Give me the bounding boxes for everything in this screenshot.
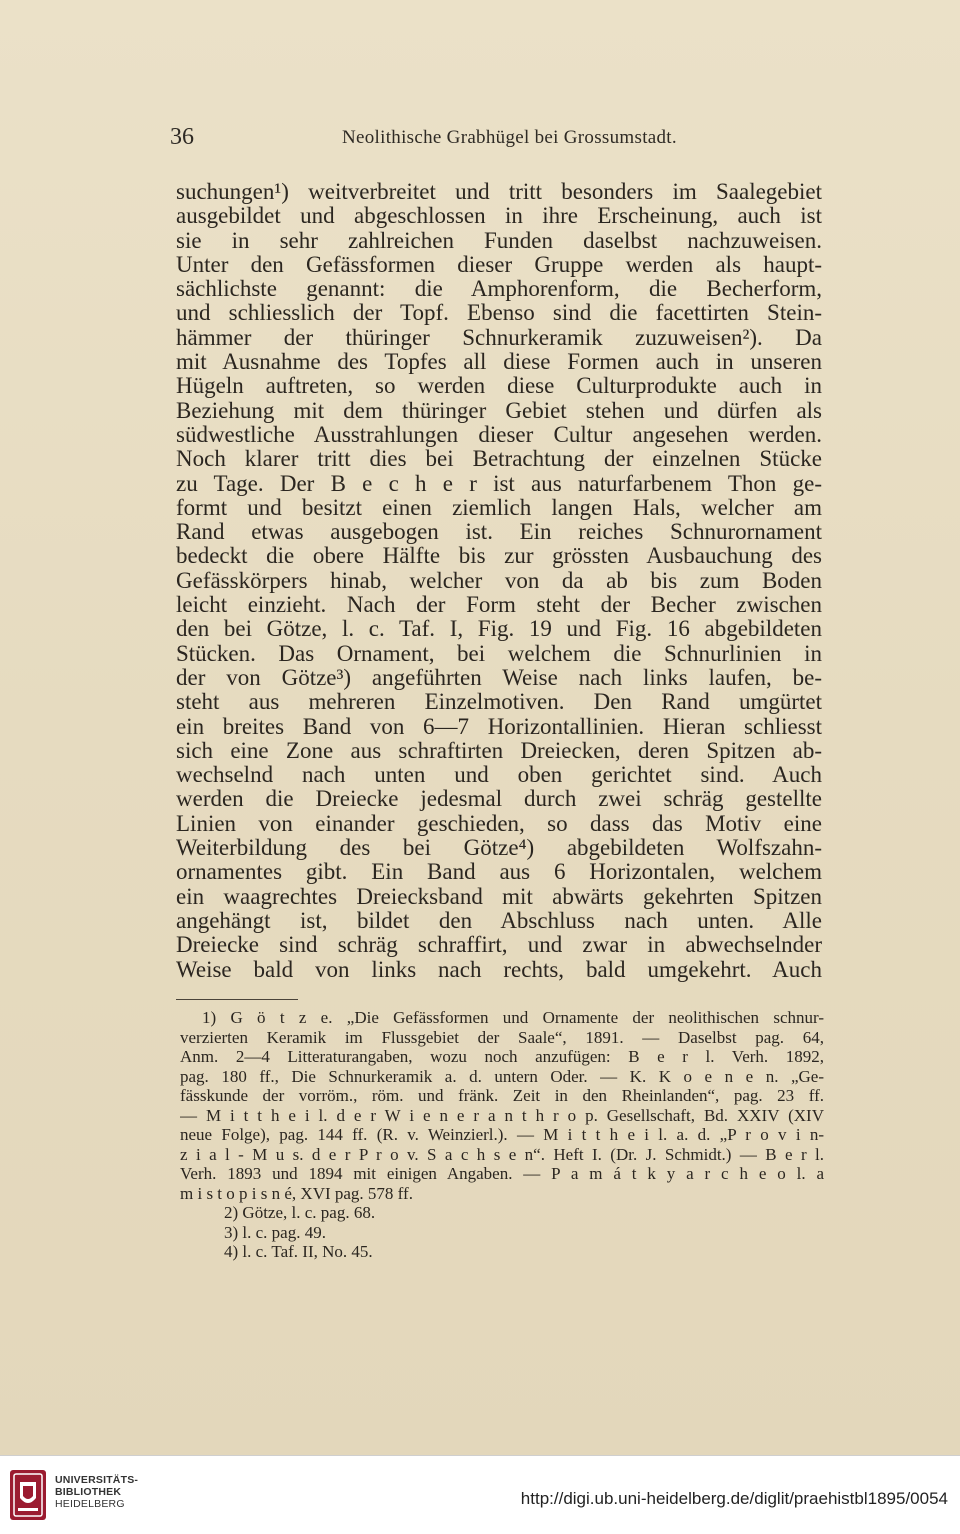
text-line: ornamentes gibt. Ein Band aus 6 Horizontalen, welchem xyxy=(176,860,822,885)
library-name[interactable] xyxy=(55,1474,138,1510)
footnote-line: verzierten Keramik im Flussgebiet der Saale“, 1891. — Daselbst pag. 64, xyxy=(180,1027,824,1047)
text-line: Unter den Gefässformen dieser Gruppe werden als haupt- xyxy=(176,252,822,277)
text-line: den bei Götze, l. c. Taf. I, Fig. 19 und Fig. 16 abgebildeten xyxy=(176,617,822,642)
text-line: angehängt ist, bildet den Abschluss nach unten. Alle xyxy=(176,908,822,933)
text-line: ausgebildet und abgeschlossen in ihre Erscheinung, auch ist xyxy=(176,204,822,229)
permalink-url[interactable]: http://digi.ub.uni-heidelberg.de/diglit/praehistbl1895/0054 xyxy=(520,1489,948,1508)
library-name-line: BIBLIOTHEK xyxy=(55,1486,122,1498)
footnote-line: — M i t t h e i l. d e r W i e n e r a n t h r o p. Gesellschaft, Bd. XXIV (XIV xyxy=(180,1105,824,1125)
text-line: wechselnd nach unten und oben gerichtet sind. Auch xyxy=(176,763,822,788)
text-line: Rand etwas ausgebogen ist. Ein reiches Schnurornament xyxy=(176,520,822,545)
footnote-rule xyxy=(176,999,298,1000)
footnote-line: Anm. 2—4 Litteraturangaben, wozu noch anzufügen: B e r l. Verh. 1892, xyxy=(180,1047,824,1066)
body-text xyxy=(176,180,822,982)
text-line: der von Götze³) angeführten Weise nach links laufen, be- xyxy=(176,665,822,690)
running-head xyxy=(170,124,830,156)
text-line: werden die Dreiecke jedesmal durch zwei schräg gestellte xyxy=(176,787,822,812)
text-line: sächlichste genannt: die Amphorenform, die Becherform, xyxy=(176,277,822,302)
text-line: Gefässkörpers hinab, welcher von da ab bis zum Boden xyxy=(176,568,822,593)
running-title: Neolithische Grabhügel bei Grossumstadt. xyxy=(342,127,677,148)
text-line: Beziehung mit dem thüringer Gebiet stehen und dürfen als xyxy=(176,398,822,423)
footnote-line: m i s t o p i s n é, XVI pag. 578 ff. xyxy=(180,1183,413,1203)
university-seal-icon[interactable] xyxy=(8,1468,48,1522)
text-line: Hügeln auftreten, so werden diese Culturprodukte auch in xyxy=(176,374,822,399)
text-line: suchungen¹) weitverbreitet und tritt besonders im Saalegebiet xyxy=(176,180,822,204)
text-line: zu Tage. Der B e c h e r ist aus naturfarbenem Thon ge- xyxy=(176,471,822,496)
text-line: bedeckt die obere Hälfte bis zur grössten Ausbauchung des xyxy=(176,544,822,569)
text-line: hämmer der thüringer Schnurkeramik zuzuweisen²). Da xyxy=(176,325,822,350)
footnote-line: neue Folge), pag. 144 ff. (R. v. Weinzierl.). — M i t t h e i l. a. d. „P r o v i n- xyxy=(180,1125,824,1144)
text-line: Linien von einander geschieden, so dass das Motiv eine xyxy=(176,811,822,836)
viewer-footer xyxy=(0,1455,960,1534)
text-line: Stücken. Das Ornament, bei welchem die Schnurlinien in xyxy=(176,641,822,666)
text-line: Noch klarer tritt dies bei Betrachtung der einzelnen Stücke xyxy=(176,447,822,472)
footnote-line: pag. 180 ff., Die Schnurkeramik a. d. untern Oder. — K. K o e n e n. „Ge- xyxy=(180,1066,824,1086)
footnote-line: 4) l. c. Taf. II, No. 45. xyxy=(224,1242,373,1261)
footnote-line: 2) Götze, l. c. pag. 68. xyxy=(224,1203,376,1222)
footnote-line: z i a l - M u s. d e r P r o v. S a c h s e n“. Heft I. (Dr. J. Schmidt.) — B e r l. xyxy=(180,1144,824,1164)
text-line: ein breites Band von 6—7 Horizontallinien. Hieran schliesst xyxy=(176,714,822,739)
footnote-line: 3) l. c. pag. 49. xyxy=(224,1222,326,1242)
text-line: Weise bald von links nach rechts, bald umgekehrt. Auch xyxy=(176,957,822,982)
text-line: steht aus mehreren Einzelmotiven. Den Rand umgürtet xyxy=(176,690,822,715)
library-name-line: HEIDELBERG xyxy=(55,1498,125,1510)
footnote-line: 1) G ö t z e. „Die Gefässformen und Ornamente der neolithischen schnur- xyxy=(202,1008,824,1027)
text-line: leicht einzieht. Nach der Form steht der Becher zwischen xyxy=(176,593,822,618)
text-line: sich eine Zone aus schraftirten Dreiecken, deren Spitzen ab- xyxy=(176,738,822,763)
text-line: und schliesslich der Topf. Ebenso sind die facettirten Stein- xyxy=(176,301,822,326)
text-line: mit Ausnahme des Topfes all diese Formen auch in unseren xyxy=(176,350,822,375)
footnote-line: fässkunde der vorröm., röm. und fränk. Zeit in den Rheinlanden“, pag. 23 ff. xyxy=(180,1086,824,1105)
library-name-line: UNIVERSITÄTS- xyxy=(55,1474,139,1486)
text-line: Dreiecke sind schräg schraffirt, und zwar in abwechselnder xyxy=(176,933,822,958)
text-line: Weiterbildung des bei Götze⁴) abgebildeten Wolfszahn- xyxy=(176,836,822,861)
text-line: ein waagrechtes Dreiecksband mit abwärts gekehrten Spitzen xyxy=(176,884,822,909)
footnote-line: Verh. 1893 und 1894 mit einigen Angaben. — P a m á t k y a r c h e o l. a xyxy=(180,1164,824,1183)
text-line: formt und besitzt einen ziemlich langen Hals, welcher am xyxy=(176,495,822,520)
footnotes xyxy=(180,1008,824,1262)
text-line: südwestliche Ausstrahlungen dieser Cultur angesehen werden. xyxy=(176,422,822,447)
text-line: sie in sehr zahlreichen Funden daselbst nachzuweisen. xyxy=(176,228,822,253)
page-number: 36 xyxy=(170,124,194,150)
